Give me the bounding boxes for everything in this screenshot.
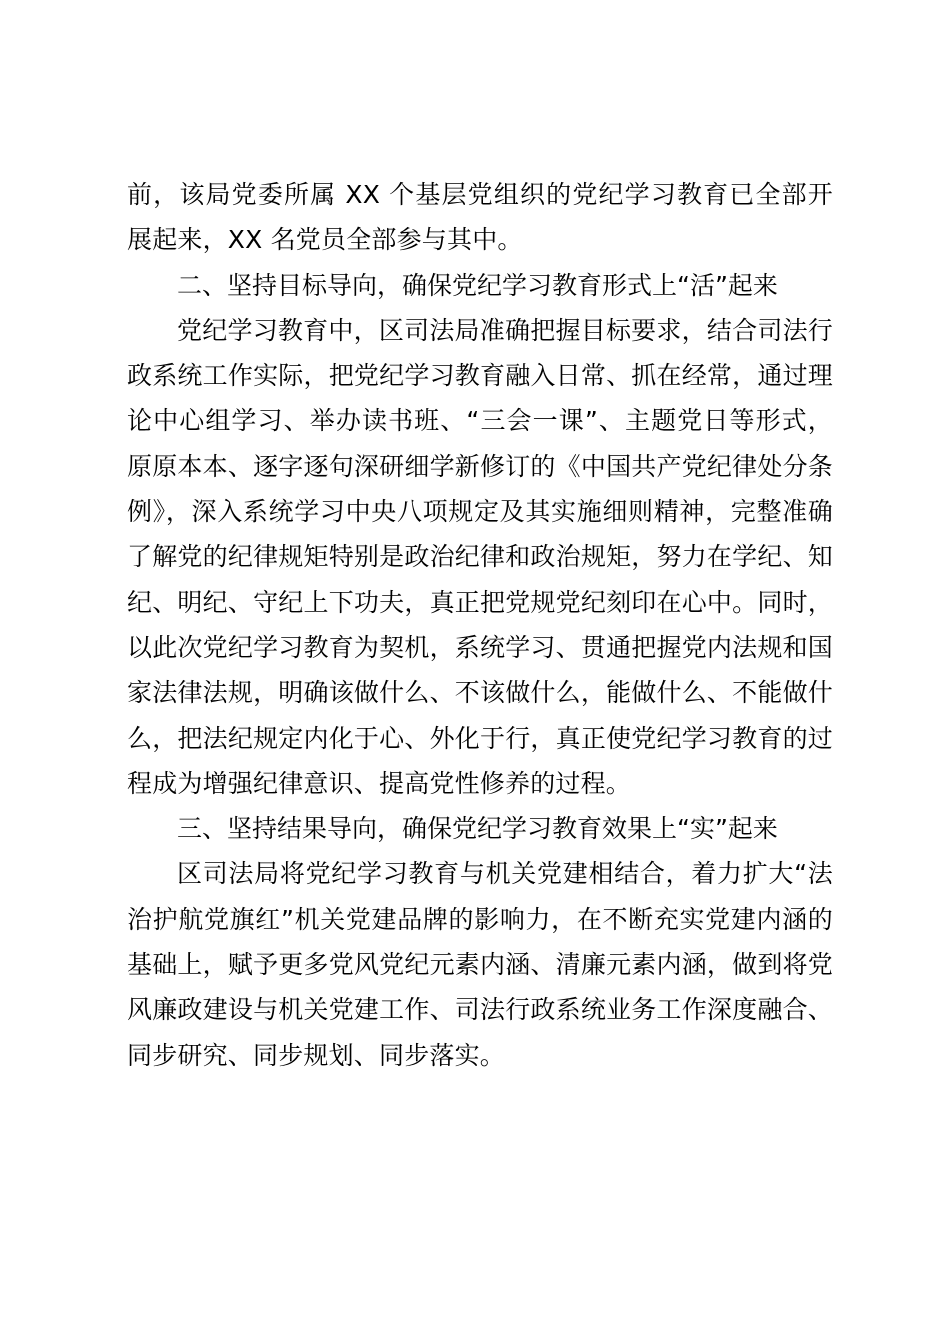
paragraph-section-2: 党纪学习教育中，区司法局准确把握目标要求，结合司法行政系统工作实际，把党纪学习教育融入日常、抓在经常，通过理论中心组学习、举办读书班、“三会一课”、主题党日等形式，原原本本、逐字逐句深研细学新修订的《中国共产党纪律处分条例》，深入系统学习中央八项规定及其实施细则精神，完整准确了解党的纪律规矩特别是政治纪律和政治规矩，努力在学纪、知纪、明纪、守纪上下功夫，真正把党规党纪刻印在心中。同时，以此次党纪学习教育为契机，系统学习、贯通把握党内法规和国家法律法规，明确该做什么、不该做什么，能做什么、不能做什么，把法纪规定内化于心、外化于行，真正使党纪学习教育的过程成为增强纪律意识、提高党性修养的过程。 [127,315,833,798]
section-heading-2: 二、坚持目标导向，确保党纪学习教育形式上“活”起来 [177,270,778,300]
document-body [127,172,833,1078]
section-heading-3: 三、坚持结果导向，确保党纪学习教育效果上“实”起来 [177,814,778,844]
paragraph-section-3: 区司法局将党纪学习教育与机关党建相结合，着力扩大“法治护航党旗红”机关党建品牌的影响力，在不断充实党建内涵的基础上，赋予更多党风党纪元素内涵、清廉元素内涵，做到将党风廉政建设与机关党建工作、司法行政系统业务工作深度融合、同步研究、同步规划、同步落实。 [127,859,833,1070]
paragraph-continuation: 前，该局党委所属 XX 个基层党组织的党纪学习教育已全部开展起来，XX 名党员全部参与其中。 [127,180,833,255]
